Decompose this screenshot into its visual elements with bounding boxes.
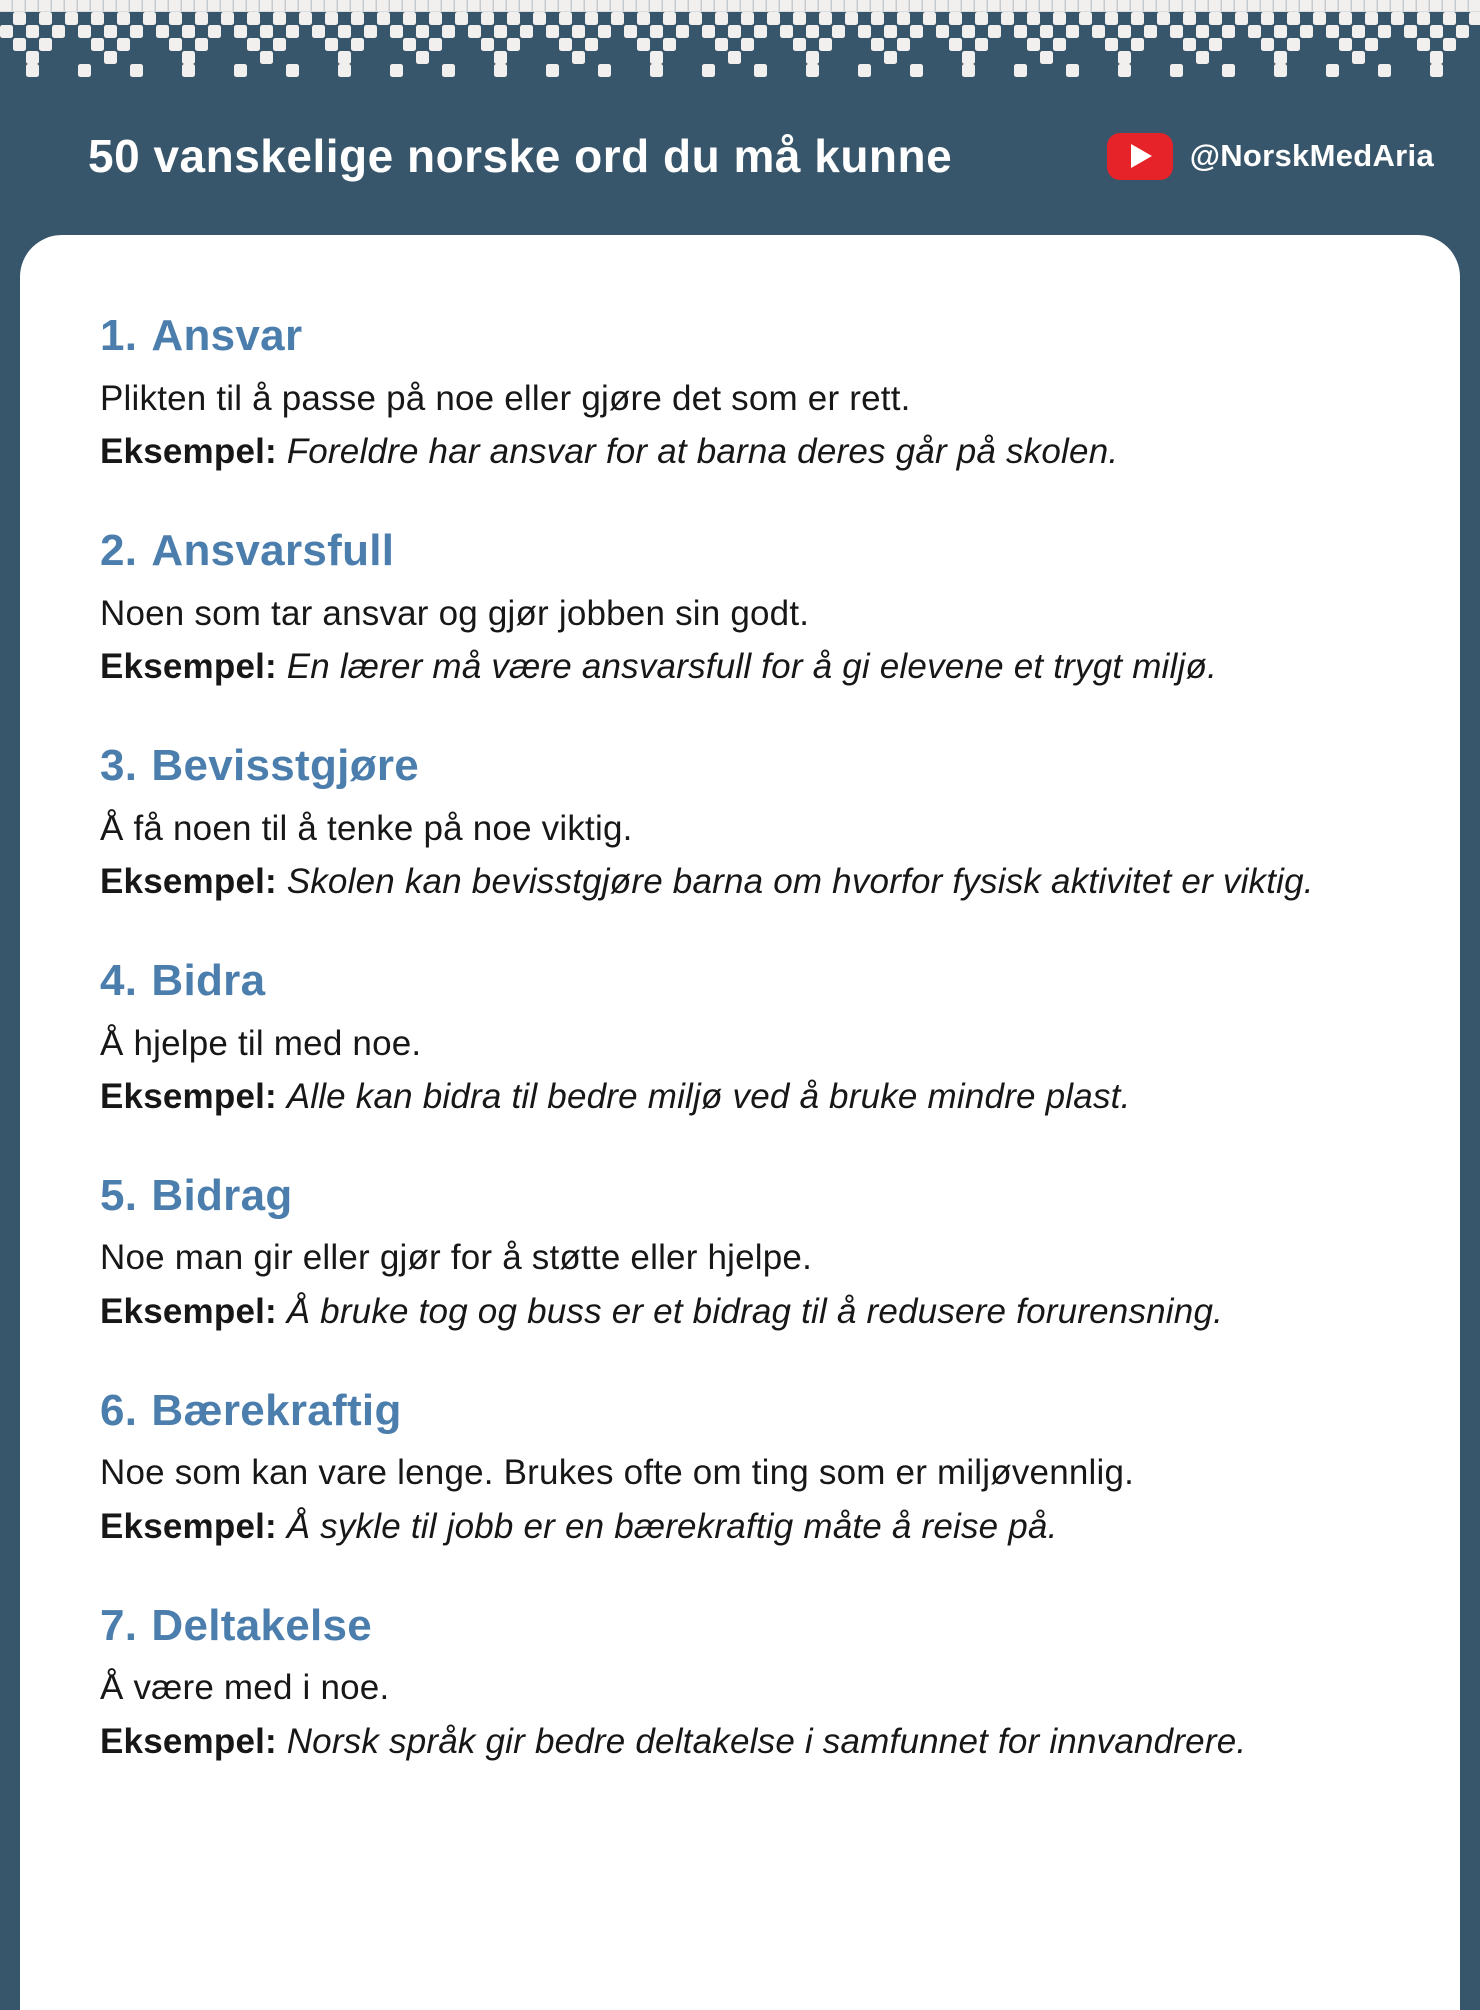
entry-heading [100,526,1338,577]
word-entry-4 [100,956,1338,1123]
entry-heading [100,956,1338,1007]
entry-word: Bevisstgjøre [151,740,420,790]
entry-example [100,1285,1338,1338]
example-label: Eksempel: [100,1076,277,1116]
entry-example [100,640,1338,693]
entry-definition: Noen som tar ansvar og gjør jobben sin godt. [100,593,810,633]
channel-handle: @NorskMedAria [1189,138,1434,173]
entry-number: 7. [100,1600,138,1650]
youtube-icon[interactable] [1107,133,1173,180]
entry-heading [100,1171,1338,1222]
entry-word: Ansvar [151,311,303,360]
entry-definition: Å være med i noe. [100,1668,390,1708]
entry-number: 3. [100,740,138,790]
entry-definition: Noe man gir eller gjør for å støtte eller hjelpe. [100,1238,813,1278]
play-icon [1131,144,1152,168]
entry-example [100,855,1338,908]
entry-word: Deltakelse [151,1600,373,1650]
knit-pattern-row [0,38,1480,51]
page-title: 50 vanskelige norske ord du må kunne [88,130,953,182]
example-text: Å sykle til jobb er en bærekraftig måte å reise på. [286,1506,1058,1546]
example-text: Norsk språk gir bedre deltakelse i samfunnet for innvandrere. [286,1721,1247,1761]
example-label: Eksempel: [100,1506,277,1546]
knit-pattern-border [0,0,1480,77]
example-text: Skolen kan bevisstgjøre barna om hvorfor fysisk aktivitet er viktig. [286,861,1314,901]
entry-definition: Å hjelpe til med noe. [100,1023,422,1063]
knit-cast-on-row [0,0,1480,12]
example-text: Alle kan bidra til bedre miljø ved å bruke mindre plast. [286,1076,1131,1116]
entry-definition: Å få noen til å tenke på noe viktig. [100,808,633,848]
knit-pattern-row [0,12,1480,25]
entry-number: 4. [100,955,138,1005]
entry-heading [100,311,1338,362]
content-card [20,235,1460,2010]
example-label: Eksempel: [100,646,277,686]
word-entry-1 [100,311,1338,478]
word-entry-5 [100,1171,1338,1338]
entry-definition: Plikten til å passe på noe eller gjøre det som er rett. [100,378,911,418]
channel-badge[interactable] [1107,133,1434,180]
example-label: Eksempel: [100,1721,277,1761]
entry-definition: Noe som kan vare lenge. Brukes ofte om ting som er miljøvennlig. [100,1453,1135,1493]
example-text: Foreldre har ansvar for at barna deres går på skolen. [286,431,1119,471]
knit-pattern-row [0,25,1480,38]
entry-heading [100,741,1338,792]
entry-example [100,1500,1338,1553]
entry-word: Ansvarsfull [151,525,395,575]
entry-number: 5. [100,1170,138,1220]
entry-example [100,425,1338,478]
header [0,77,1480,235]
word-entry-6 [100,1386,1338,1553]
entry-word: Bidra [151,955,266,1005]
word-entry-2 [100,526,1338,693]
knit-pattern-row [0,51,1480,64]
entry-heading [100,1386,1338,1437]
knit-pattern-row [0,64,1480,77]
entry-example [100,1715,1338,1768]
example-label: Eksempel: [100,1291,277,1331]
entry-example [100,1070,1338,1123]
entry-heading [100,1601,1338,1652]
example-text: Å bruke tog og buss er et bidrag til å redusere forurensning. [286,1291,1224,1331]
entry-number: 6. [100,1385,138,1435]
entry-word: Bidrag [151,1170,293,1220]
entry-number: 1. [100,311,138,360]
example-label: Eksempel: [100,861,277,901]
entry-number: 2. [100,525,138,575]
example-text: En lærer må være ansvarsfull for å gi elevene et trygt miljø. [286,646,1217,686]
example-label: Eksempel: [100,431,277,471]
word-entry-7 [100,1601,1338,1768]
entry-word: Bærekraftig [151,1385,402,1435]
word-entry-3 [100,741,1338,908]
